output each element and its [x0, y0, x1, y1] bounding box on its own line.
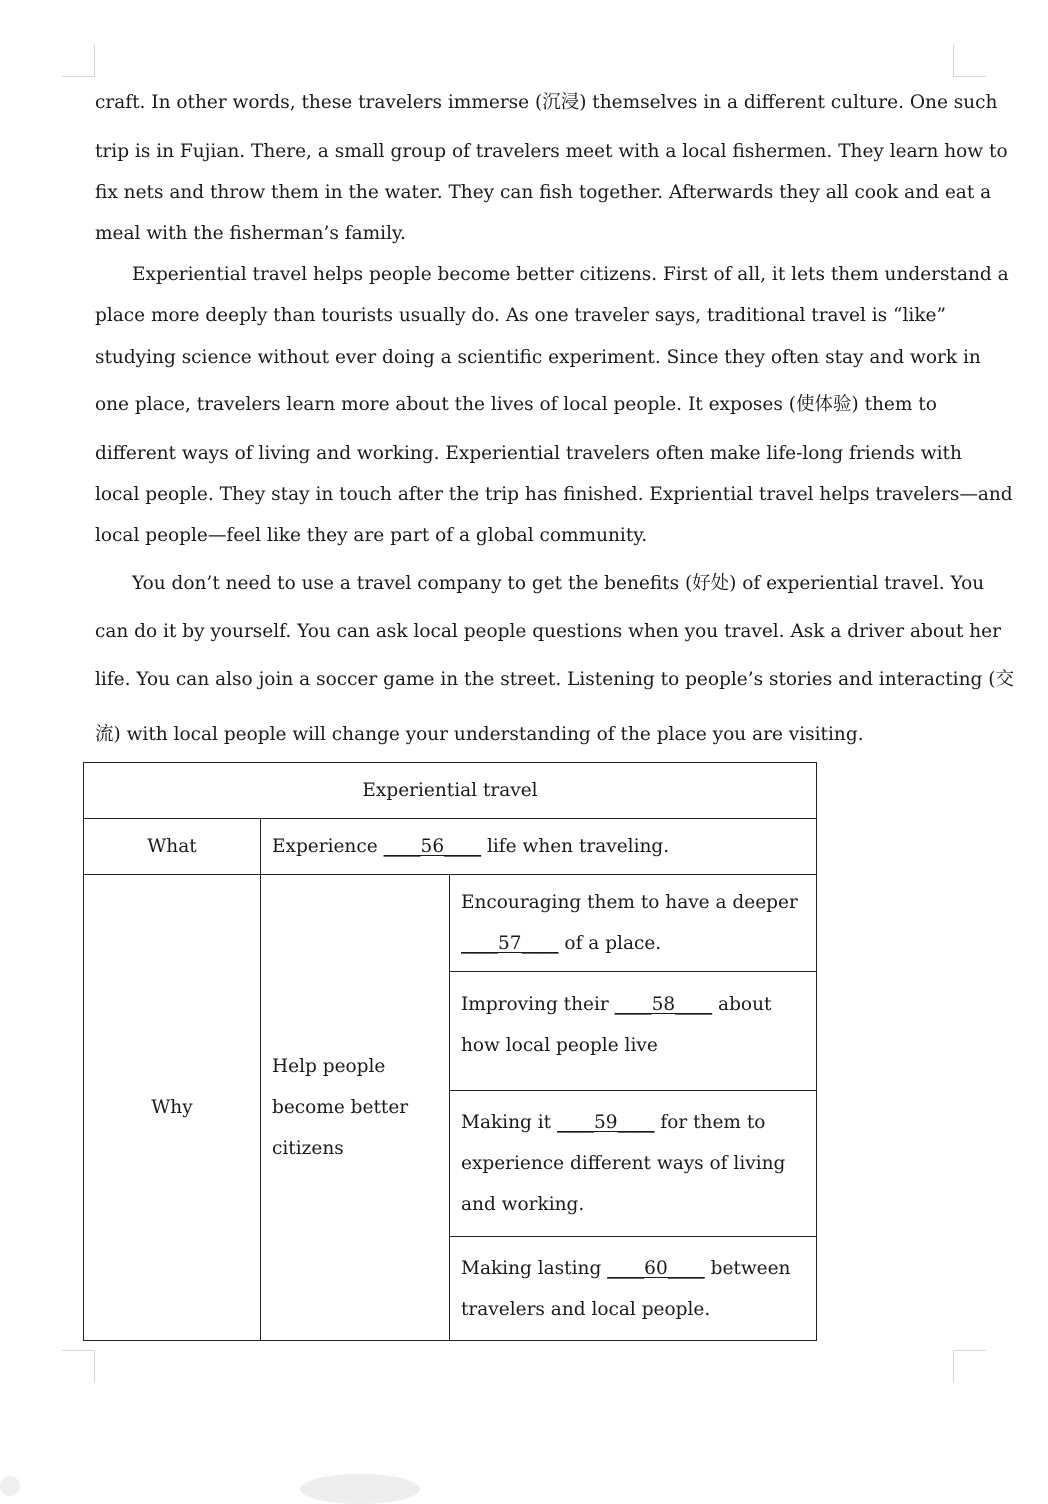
passage-line: studying science without ever doing a scientific experiment. Since they often stay and work in [95, 347, 981, 368]
page-corner-mark [953, 44, 986, 77]
passage-line: local people. They stay in touch after the trip has finished. Expriential travel helps travelers—and [95, 484, 1013, 505]
passage-line: You don’t need to use a travel company to get the benefits (好处) of experiential travel. You [132, 573, 985, 594]
summary-table [83, 762, 817, 1341]
reason-row: Making lasting ____60____ between travelers and local people. [450, 1237, 817, 1341]
page-corner-mark [62, 1350, 95, 1383]
passage-line: craft. In other words, these travelers immerse (沉浸) themselves in a different culture. One such [95, 92, 998, 113]
blank-59[interactable]: ____59____ [556, 1112, 655, 1133]
passage-line: different ways of living and working. Experiential travelers often make life-long friends with [95, 443, 962, 464]
passage-line: life. You can also join a soccer game in the street. Listening to people’s stories and interacting (交 [95, 669, 1014, 690]
why-middle: Help people become better citizens [261, 875, 450, 1341]
scan-artifact [0, 1476, 20, 1496]
passage-line: meal with the fisherman’s family. [95, 223, 406, 244]
why-label: Why [84, 875, 261, 1341]
passage-line: place more deeply than tourists usually do. As one traveler says, traditional travel is “like” [95, 305, 946, 326]
passage-line: Experiential travel helps people become better citizens. First of all, it lets them understand a [132, 264, 1009, 285]
what-label: What [84, 819, 261, 875]
passage-line: 流) with local people will change your understanding of the place you are visiting. [95, 724, 864, 745]
reason-row: Improving their ____58____ about how local people live [450, 972, 817, 1091]
what-content: Experience ____56____ life when traveling. [261, 819, 817, 875]
passage-line: local people—feel like they are part of a global community. [95, 525, 648, 546]
passage-line: one place, travelers learn more about the lives of local people. It exposes (使体验) them to [95, 394, 937, 415]
reason-row: Encouraging them to have a deeper ____57____ of a place. [450, 875, 817, 972]
blank-57[interactable]: ____57____ [461, 933, 559, 954]
passage-line: trip is in Fujian. There, a small group of travelers meet with a local fishermen. They learn how to [95, 141, 1008, 162]
passage-line: fix nets and throw them in the water. They can fish together. Afterwards they all cook and eat a [95, 182, 992, 203]
blank-58[interactable]: ____58____ [614, 994, 713, 1015]
scan-artifact [300, 1474, 420, 1504]
blank-56[interactable]: ____56____ [383, 836, 482, 857]
page-corner-mark [953, 1350, 986, 1383]
page-corner-mark [62, 44, 95, 77]
passage-line: can do it by yourself. You can ask local people questions when you travel. Ask a driver about her [95, 621, 1001, 642]
reason-row: Making it ____59____ for them to experience different ways of living and working. [450, 1091, 817, 1237]
table-title: Experiential travel [84, 763, 817, 819]
blank-60[interactable]: ____60____ [607, 1257, 705, 1279]
